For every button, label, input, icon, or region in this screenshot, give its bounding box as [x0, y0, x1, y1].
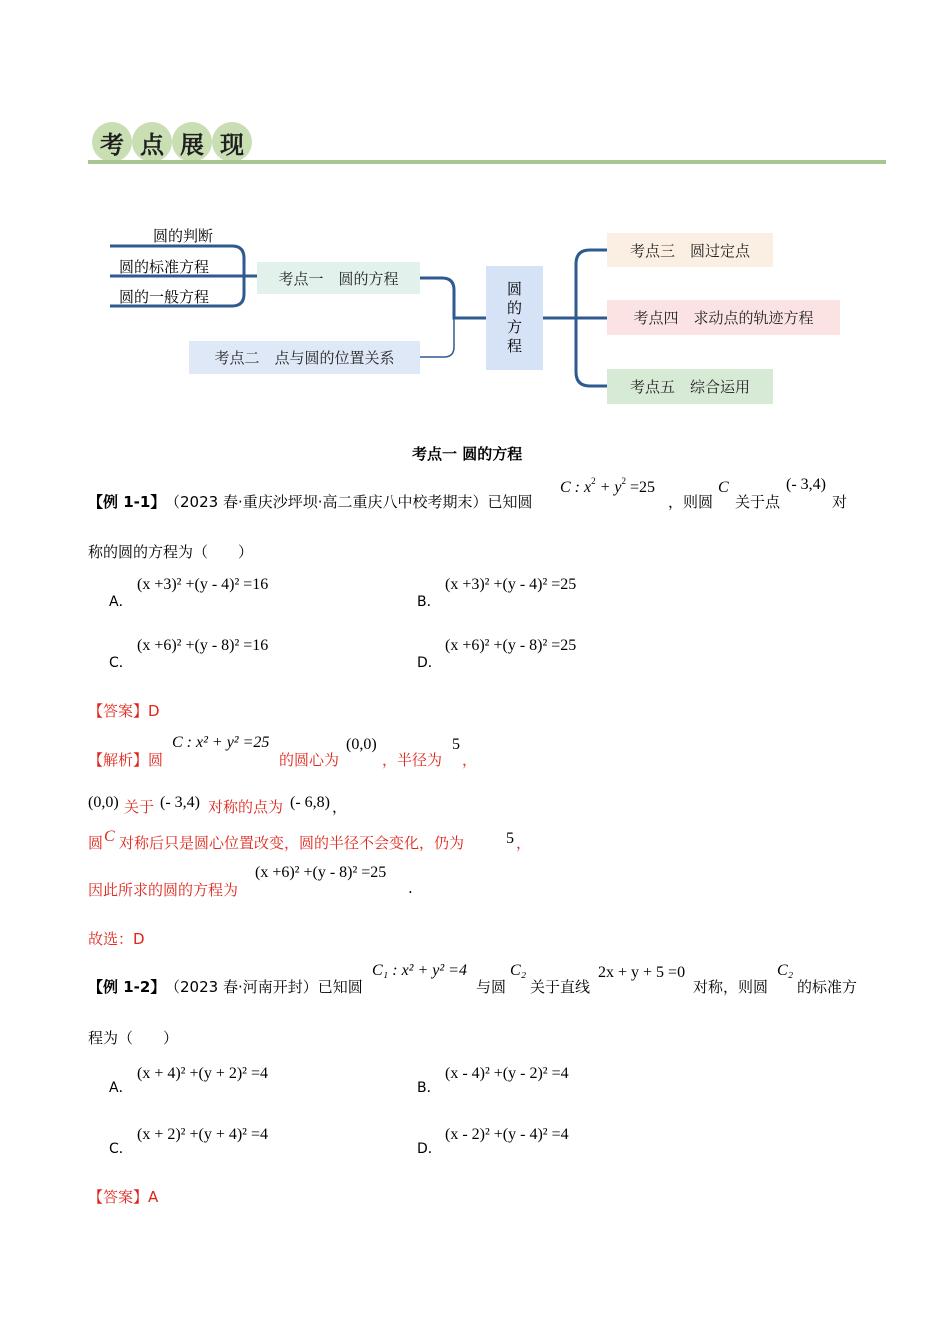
example-1-analysis-label: 【解析】圆: [88, 751, 164, 769]
ex2-option-d-expr: (x - 2)² +(y - 4)² =4: [445, 1126, 569, 1143]
mindmap-sub-standard: 圆的标准方程: [119, 258, 210, 276]
example-1-analysis-eq: C : x² + y² =25: [172, 734, 270, 751]
example-2-line2: 程为（ ）: [88, 1029, 179, 1047]
mindmap-center-char: 的: [506, 299, 522, 317]
example-2-text-a: 与圆: [476, 978, 507, 996]
example-2-line-eq: 2x + y + 5 =0: [598, 964, 686, 981]
ex1-option-c-expr: (x +6)² +(y - 8)² =16: [137, 637, 269, 654]
example-1-text-c: 对: [832, 493, 848, 511]
ex1-option-d-expr: (x +6)² +(y - 8)² =25: [445, 637, 577, 654]
mindmap-topic-1: 考点一 圆的方程: [257, 262, 420, 294]
example-1-text-b: 关于点: [735, 493, 781, 511]
example-1-s3-e: ，: [516, 834, 532, 852]
ex1-option-a-letter[interactable]: A．: [109, 594, 133, 610]
ex2-option-a-letter[interactable]: A．: [109, 1080, 133, 1096]
mindmap-sub-general: 圆的一般方程: [119, 288, 210, 306]
mindmap-center-char: 圆: [506, 280, 522, 298]
header-char-4: 现: [212, 122, 252, 162]
mindmap-center: [486, 266, 543, 370]
ex2-option-a-expr: (x + 4)² +(y + 2)² =4: [137, 1065, 268, 1082]
ex1-option-d-letter[interactable]: D．: [417, 655, 442, 671]
example-1-source: （2023 春·重庆沙坪坝·高二重庆八中校考期末）已知圆: [165, 493, 533, 511]
example-2-label: 【例 1-2】: [88, 978, 166, 996]
example-1-circle-eq: C : $x^2 + y^2 =25$: [560, 476, 656, 496]
ex1-option-b-expr: (x +3)² +(y - 4)² =25: [445, 576, 577, 593]
example-2-text-b: 关于直线: [530, 978, 591, 996]
example-1-circle-rhs: =25: [626, 479, 656, 496]
example-1-s2-d: 对称的点为: [208, 798, 284, 816]
example-1-choose: 故选：D: [88, 930, 145, 948]
ex1-option-a-expr: (x +3)² +(y - 4)² =16: [137, 576, 269, 593]
example-1-point: (- 3,4): [786, 476, 826, 493]
example-1-s2-f: ，: [332, 798, 348, 816]
example-1-s2-a: (0,0): [88, 794, 119, 811]
mindmap-center-char: 方: [506, 318, 522, 336]
mindmap-center-char: 程: [506, 337, 522, 355]
example-1-s3-d: 5: [506, 830, 514, 847]
example-1-radius: 5: [452, 736, 460, 753]
example-2-c1-eq: C₁ : x² + y² =4: [372, 962, 467, 979]
example-1-label: 【例 1-1】: [88, 493, 166, 511]
mindmap-topic-5: 考点五 综合运用: [607, 369, 773, 404]
example-2-answer: 【答案】A: [88, 1188, 159, 1206]
example-1-s3-b: C: [104, 828, 115, 845]
mindmap-sub-judge: 圆的判断: [153, 227, 214, 245]
ex2-option-b-expr: (x - 4)² +(y - 2)² =4: [445, 1065, 569, 1082]
example-1-s4-b: (x +6)² +(y - 8)² =25: [255, 864, 387, 881]
example-1-s2-e: (- 6,8): [290, 794, 330, 811]
example-1-c: C: [718, 479, 729, 496]
example-1-circle-plus: + y: [595, 479, 622, 496]
header-char-2: 点: [132, 122, 172, 162]
example-1-answer: 【答案】D: [88, 702, 160, 720]
example-1-s2-c: (- 3,4): [160, 794, 200, 811]
example-1-s4-a: 因此所求的圆的方程为: [88, 881, 239, 899]
section-title: 考点一 圆的方程: [412, 445, 523, 463]
example-2-c2: C₂: [510, 962, 527, 979]
mindmap-topic-2: 考点二 点与圆的位置关系: [189, 341, 420, 374]
example-1-s2-b: 关于: [124, 798, 155, 816]
example-2-text-c: 对称，则圆: [693, 978, 769, 996]
mindmap-topic-3: 考点三 圆过定点: [607, 233, 773, 267]
example-1-center: (0,0): [346, 736, 377, 753]
example-1-s3-a: 圆: [88, 834, 104, 852]
mindmap-topic-4: 考点四 求动点的轨迹方程: [607, 300, 840, 335]
ex2-option-d-letter[interactable]: D．: [417, 1141, 442, 1157]
example-1-s4-c: .: [408, 879, 413, 897]
example-1-analysis-t1: 的圆心为: [279, 751, 340, 769]
example-2-text-d: 的标准方: [797, 978, 858, 996]
example-1-s3-c: 对称后只是圆心位置改变，圆的半径不会变化，仍为: [119, 834, 465, 852]
example-1-line2: 称的圆的方程为（ ）: [88, 543, 254, 561]
example-1-text-a: ，则圆: [668, 493, 714, 511]
ex2-option-b-letter[interactable]: B．: [417, 1080, 441, 1096]
example-1-analysis-t2: ，半径为: [382, 751, 443, 769]
example-1-circle-lhs: C : x: [560, 479, 592, 496]
mindmap-connectors: [0, 0, 950, 420]
ex2-option-c-expr: (x + 2)² +(y + 4)² =4: [137, 1126, 268, 1143]
header-char-1: 考: [92, 122, 132, 162]
example-1-analysis-t3: ，: [462, 751, 478, 769]
ex1-option-c-letter[interactable]: C．: [109, 655, 133, 671]
example-2-c2b: C₂: [777, 962, 794, 979]
ex1-option-b-letter[interactable]: B．: [417, 594, 441, 610]
ex2-option-c-letter[interactable]: C．: [109, 1141, 133, 1157]
example-2-source: （2023 春·河南开封）已知圆: [165, 978, 363, 996]
header-char-3: 展: [172, 122, 212, 162]
